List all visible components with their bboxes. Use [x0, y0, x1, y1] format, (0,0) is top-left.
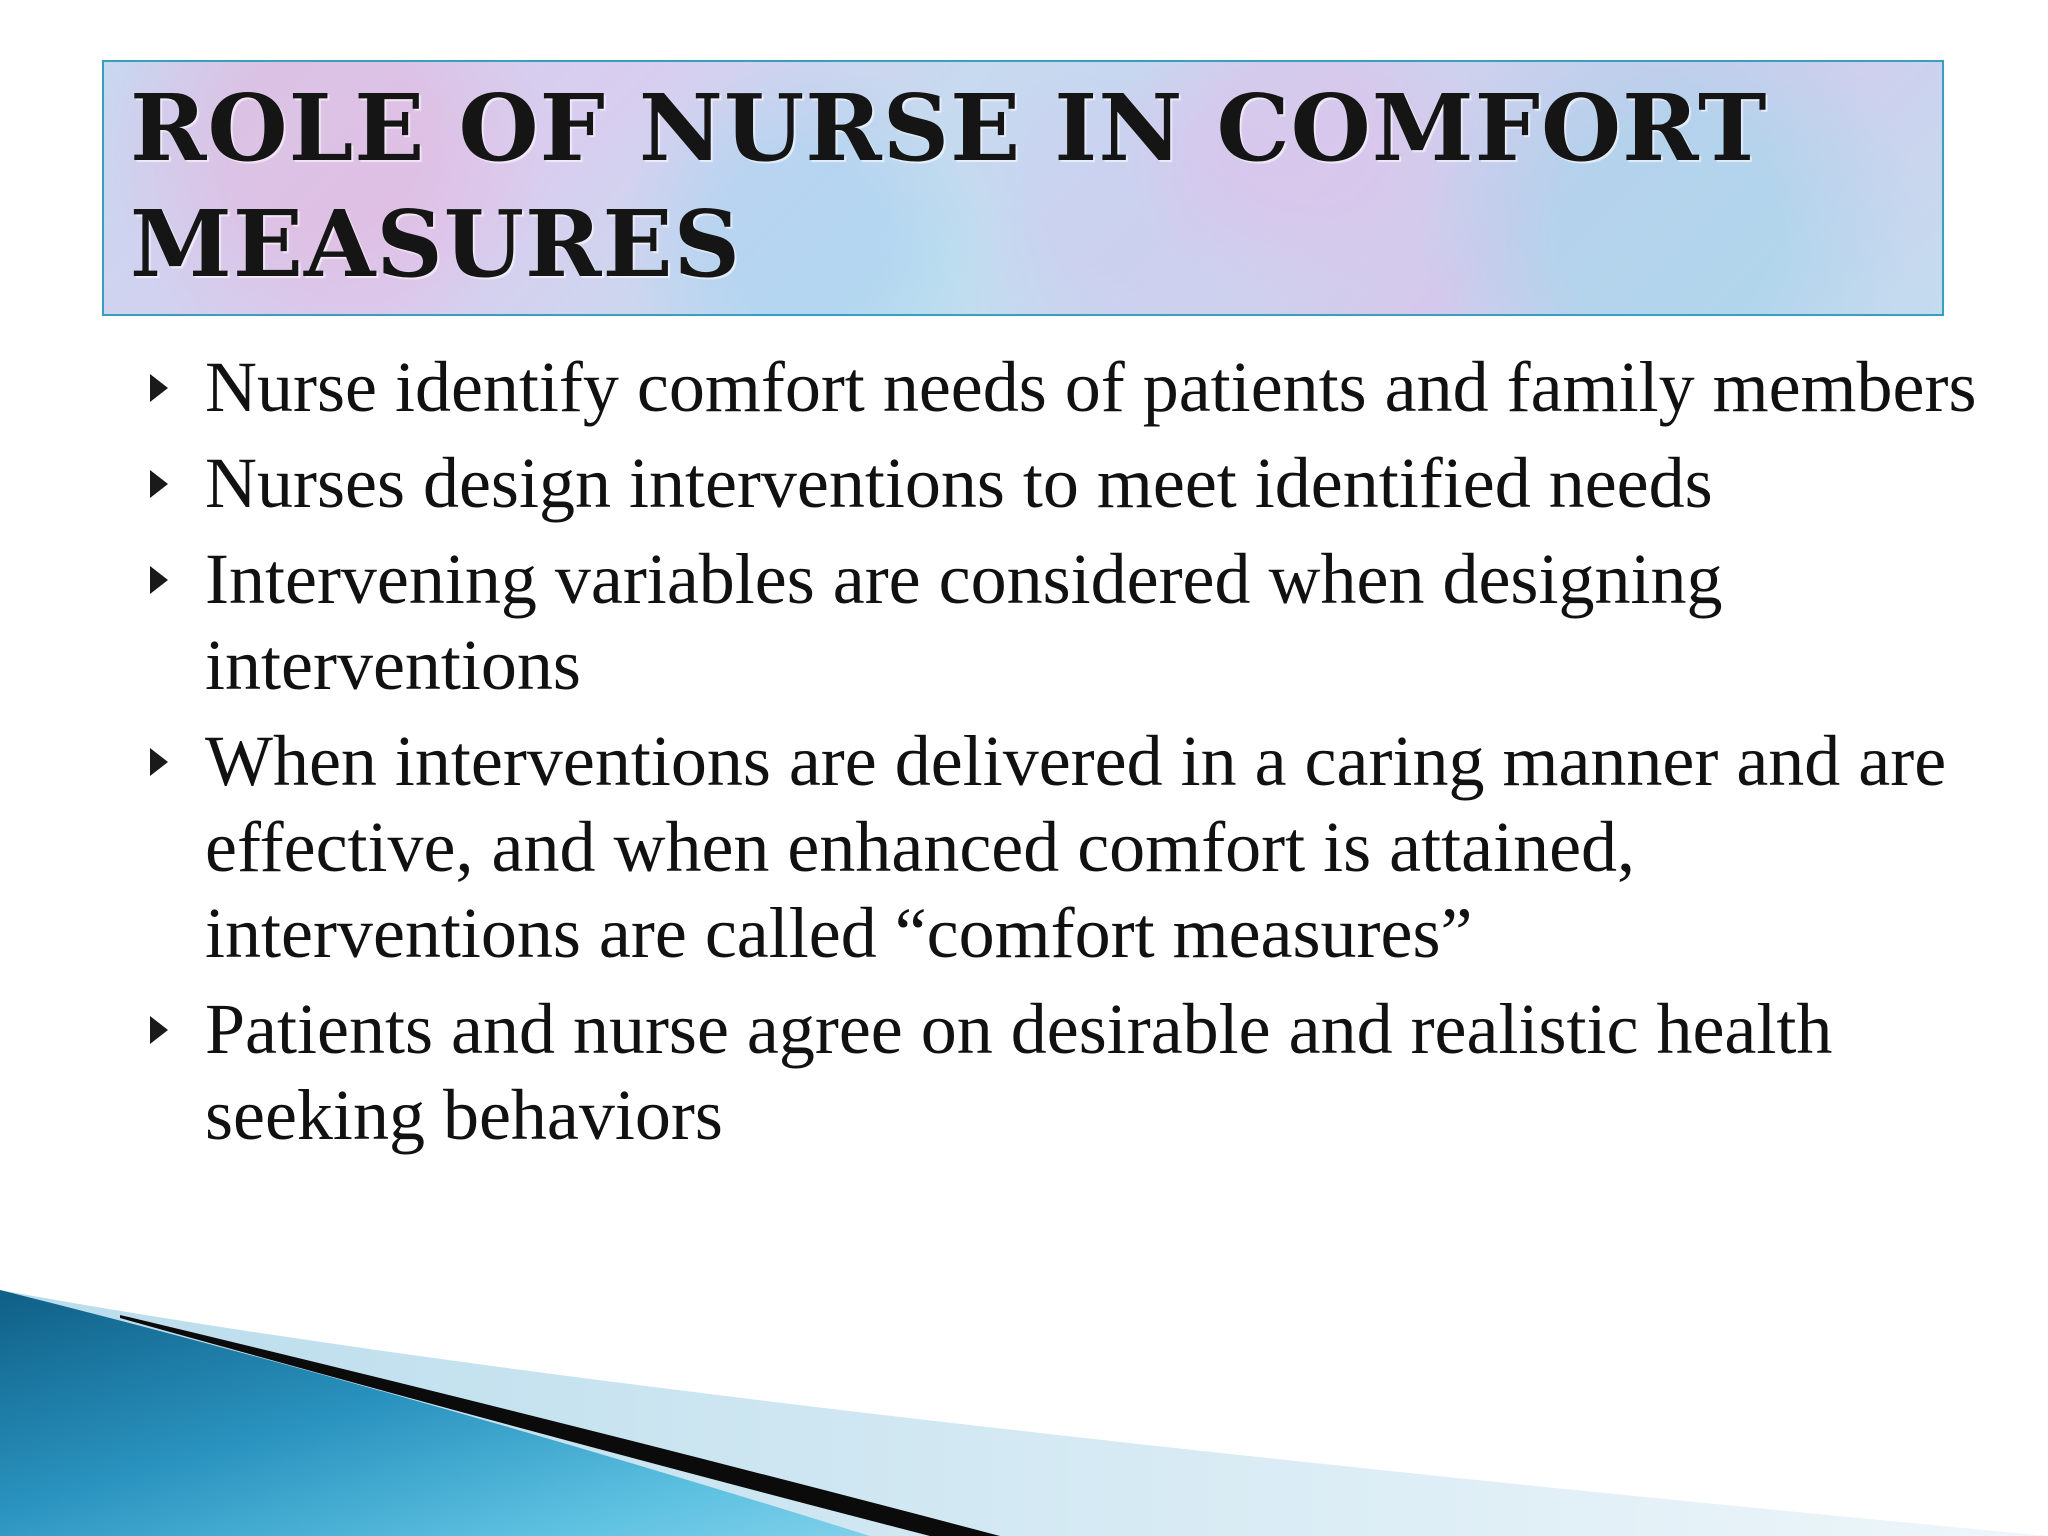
bullet-text: Nurses design interventions to meet identified needs — [205, 443, 1713, 523]
triangle-right-icon — [150, 374, 168, 402]
bullet-item — [0, 718, 2048, 976]
swoosh-pale-band — [0, 1290, 2048, 1536]
bullet-item — [0, 344, 2048, 430]
bullet-item — [0, 440, 2048, 526]
triangle-right-icon — [150, 1016, 168, 1044]
bullet-item — [0, 536, 2048, 708]
triangle-right-icon — [150, 566, 168, 594]
bullet-text: When interventions are delivered in a caring manner and are effective, and when enhanced comfort is attained, interventions are called “comfort measures” — [205, 721, 1947, 973]
slide-title-line-1: ROLE OF NURSE IN COMFORT — [130, 74, 1768, 182]
triangle-right-icon — [150, 470, 168, 498]
swoosh-dark-stroke — [120, 1315, 1000, 1536]
swoosh-blue-band — [0, 1290, 870, 1536]
bullet-text: Intervening variables are considered when designing interventions — [205, 539, 1723, 705]
bullet-item — [0, 986, 2048, 1158]
bullet-text: Nurse identify comfort needs of patients and family members — [205, 347, 1977, 427]
title-banner — [102, 60, 1944, 316]
bullet-list — [0, 344, 2048, 1168]
slide-title-line-2: MEASURES — [130, 190, 742, 298]
slide-title — [130, 70, 1767, 302]
bullet-text: Patients and nurse agree on desirable and realistic health seeking behaviors — [205, 989, 1833, 1155]
triangle-right-icon — [150, 748, 168, 776]
